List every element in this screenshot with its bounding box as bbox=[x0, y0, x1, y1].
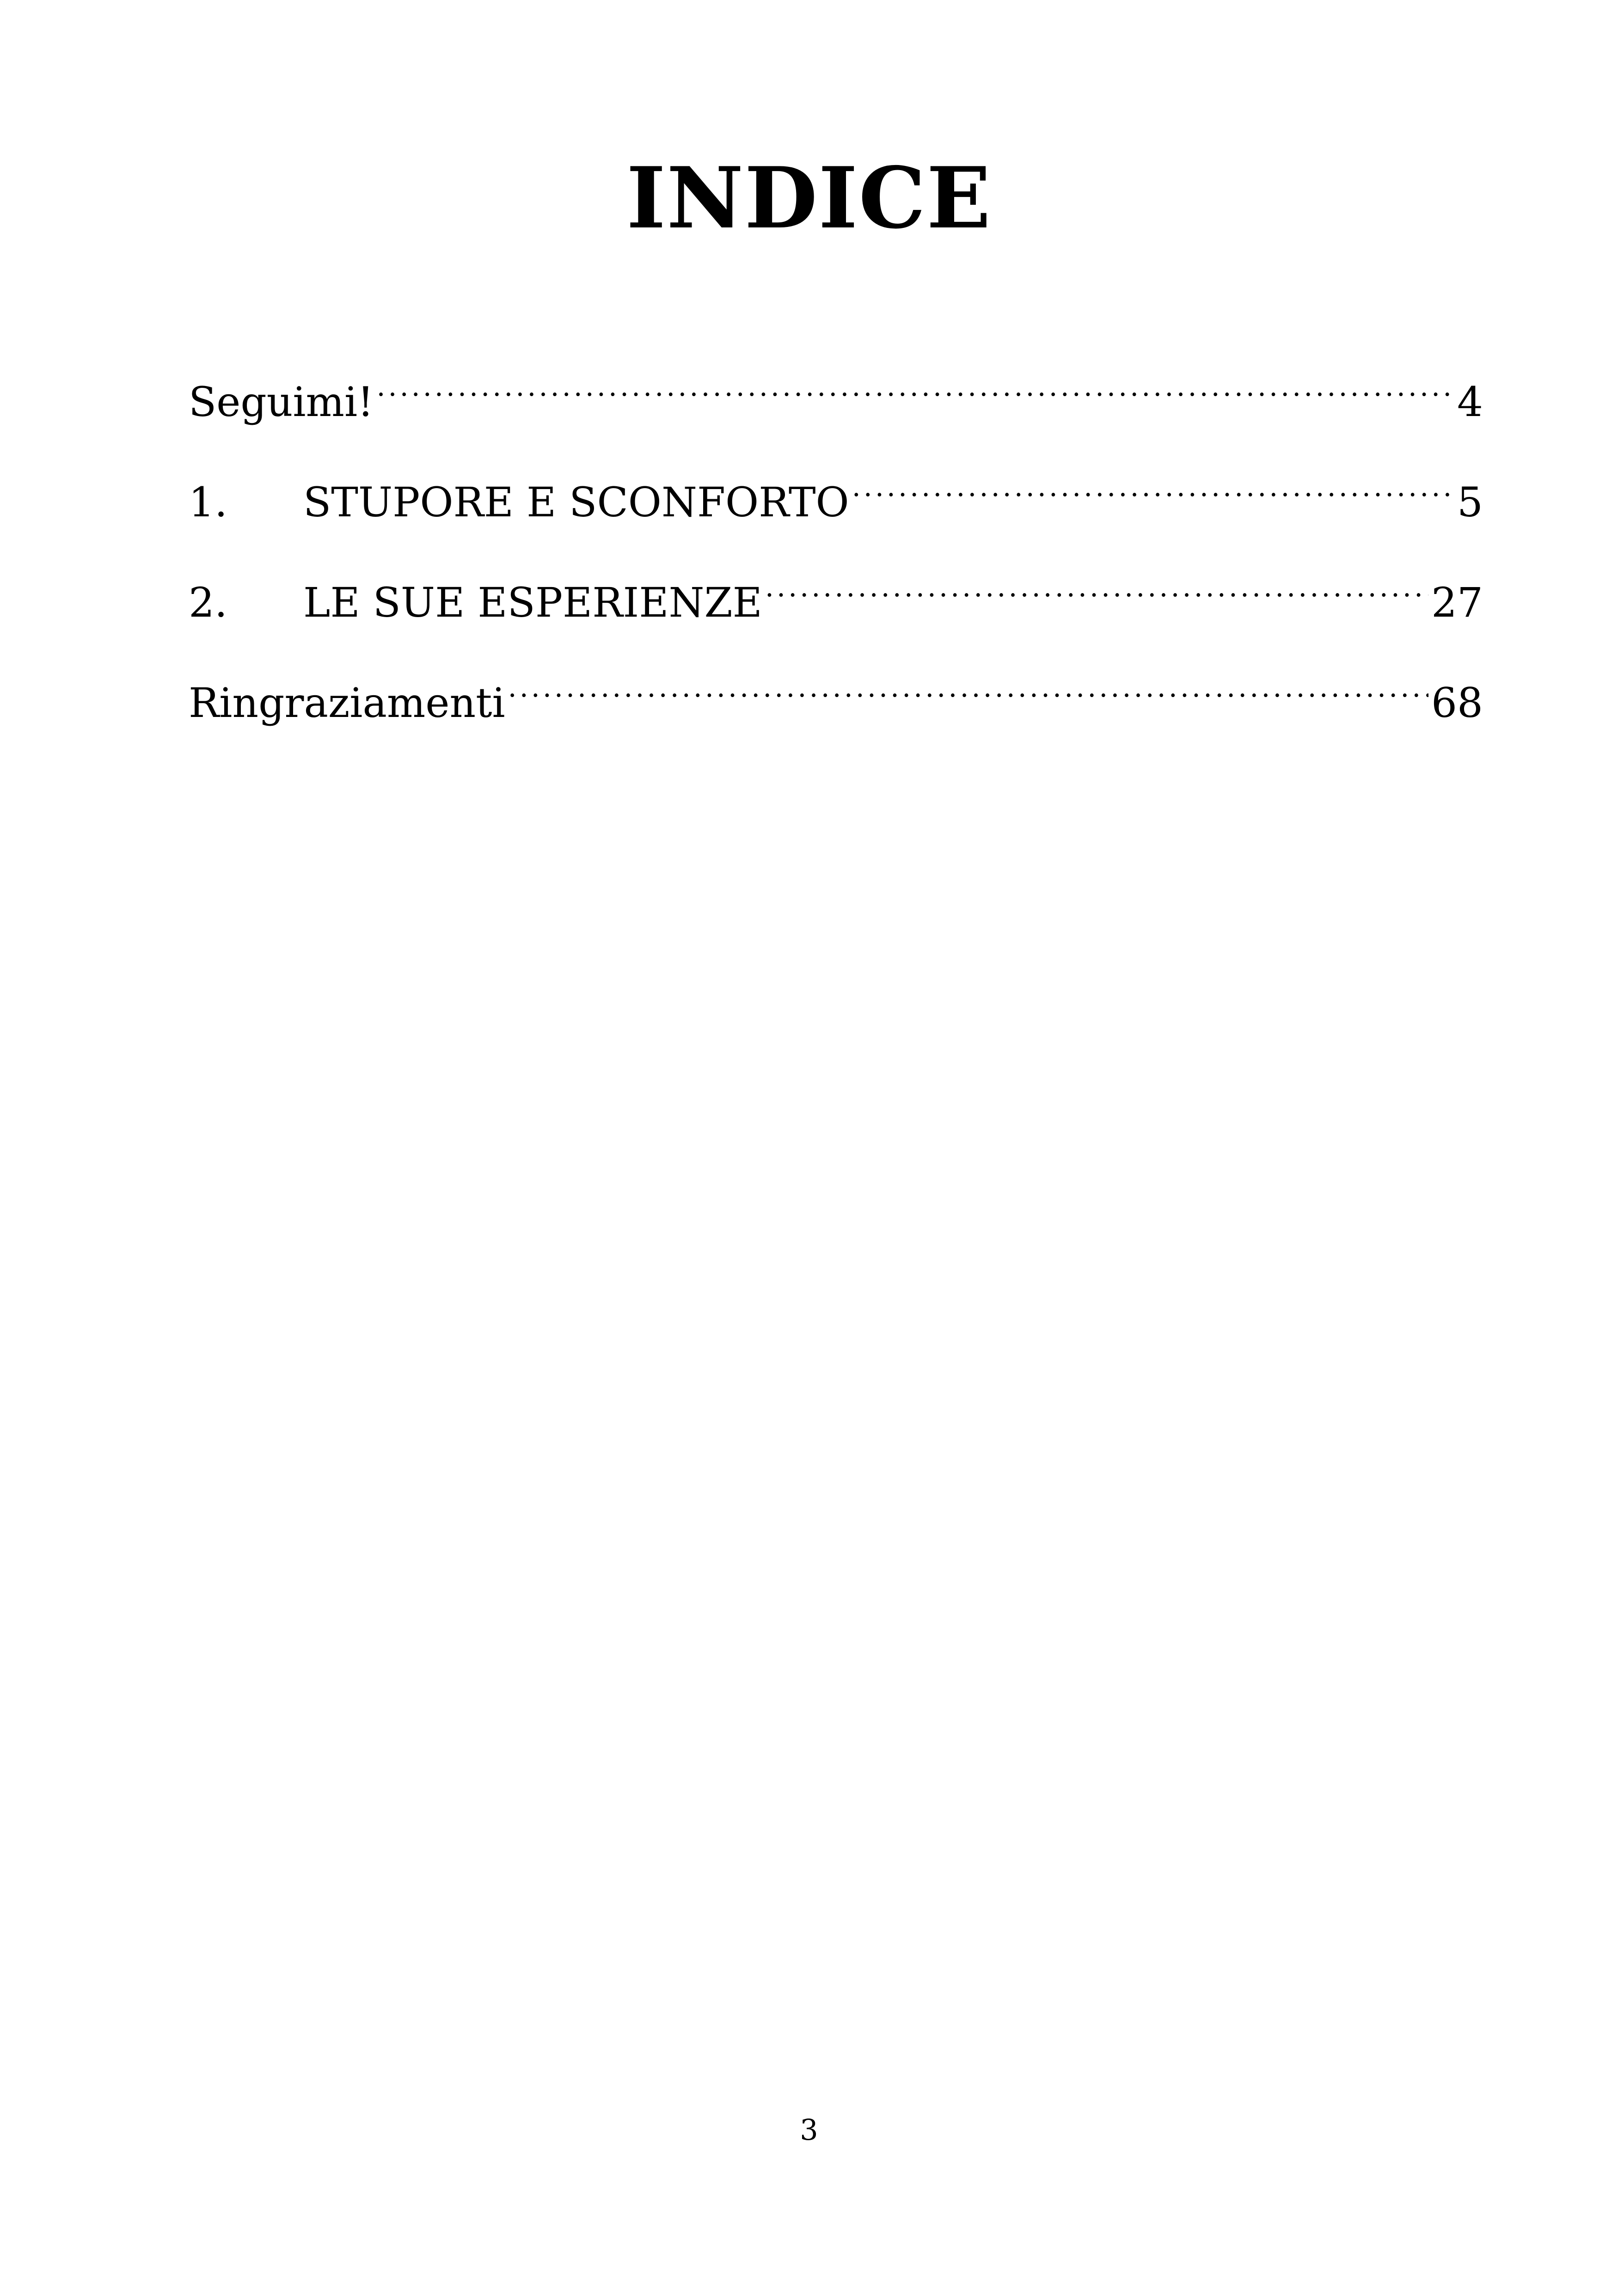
toc-entry-number: 2. bbox=[189, 579, 227, 626]
toc-entry-stupore-e-sconforto[interactable] bbox=[189, 470, 1483, 570]
page-number: 3 bbox=[800, 2113, 818, 2147]
table-of-contents bbox=[189, 370, 1483, 771]
toc-dot-leader bbox=[508, 671, 1428, 717]
toc-entry-ringraziamenti[interactable] bbox=[189, 671, 1483, 771]
toc-dot-leader bbox=[376, 370, 1454, 416]
toc-entry-page: 5 bbox=[1457, 478, 1483, 526]
toc-entry-seguimi[interactable] bbox=[189, 370, 1483, 470]
toc-dot-leader bbox=[765, 570, 1428, 617]
toc-entry-label: STUPORE E SCONFORTO bbox=[303, 478, 849, 526]
toc-entry-label: Seguimi! bbox=[189, 378, 374, 426]
page-title: INDICE bbox=[626, 148, 992, 247]
toc-entry-page: 68 bbox=[1431, 679, 1483, 727]
toc-entry-page: 4 bbox=[1457, 378, 1483, 426]
toc-entry-label: LE SUE ESPERIENZE bbox=[303, 579, 762, 626]
toc-entry-label: Ringraziamenti bbox=[189, 679, 505, 727]
toc-entry-le-sue-esperienze[interactable] bbox=[189, 570, 1483, 671]
toc-dot-leader bbox=[852, 470, 1454, 516]
toc-entry-number: 1. bbox=[189, 478, 227, 526]
toc-entry-page: 27 bbox=[1431, 579, 1483, 626]
